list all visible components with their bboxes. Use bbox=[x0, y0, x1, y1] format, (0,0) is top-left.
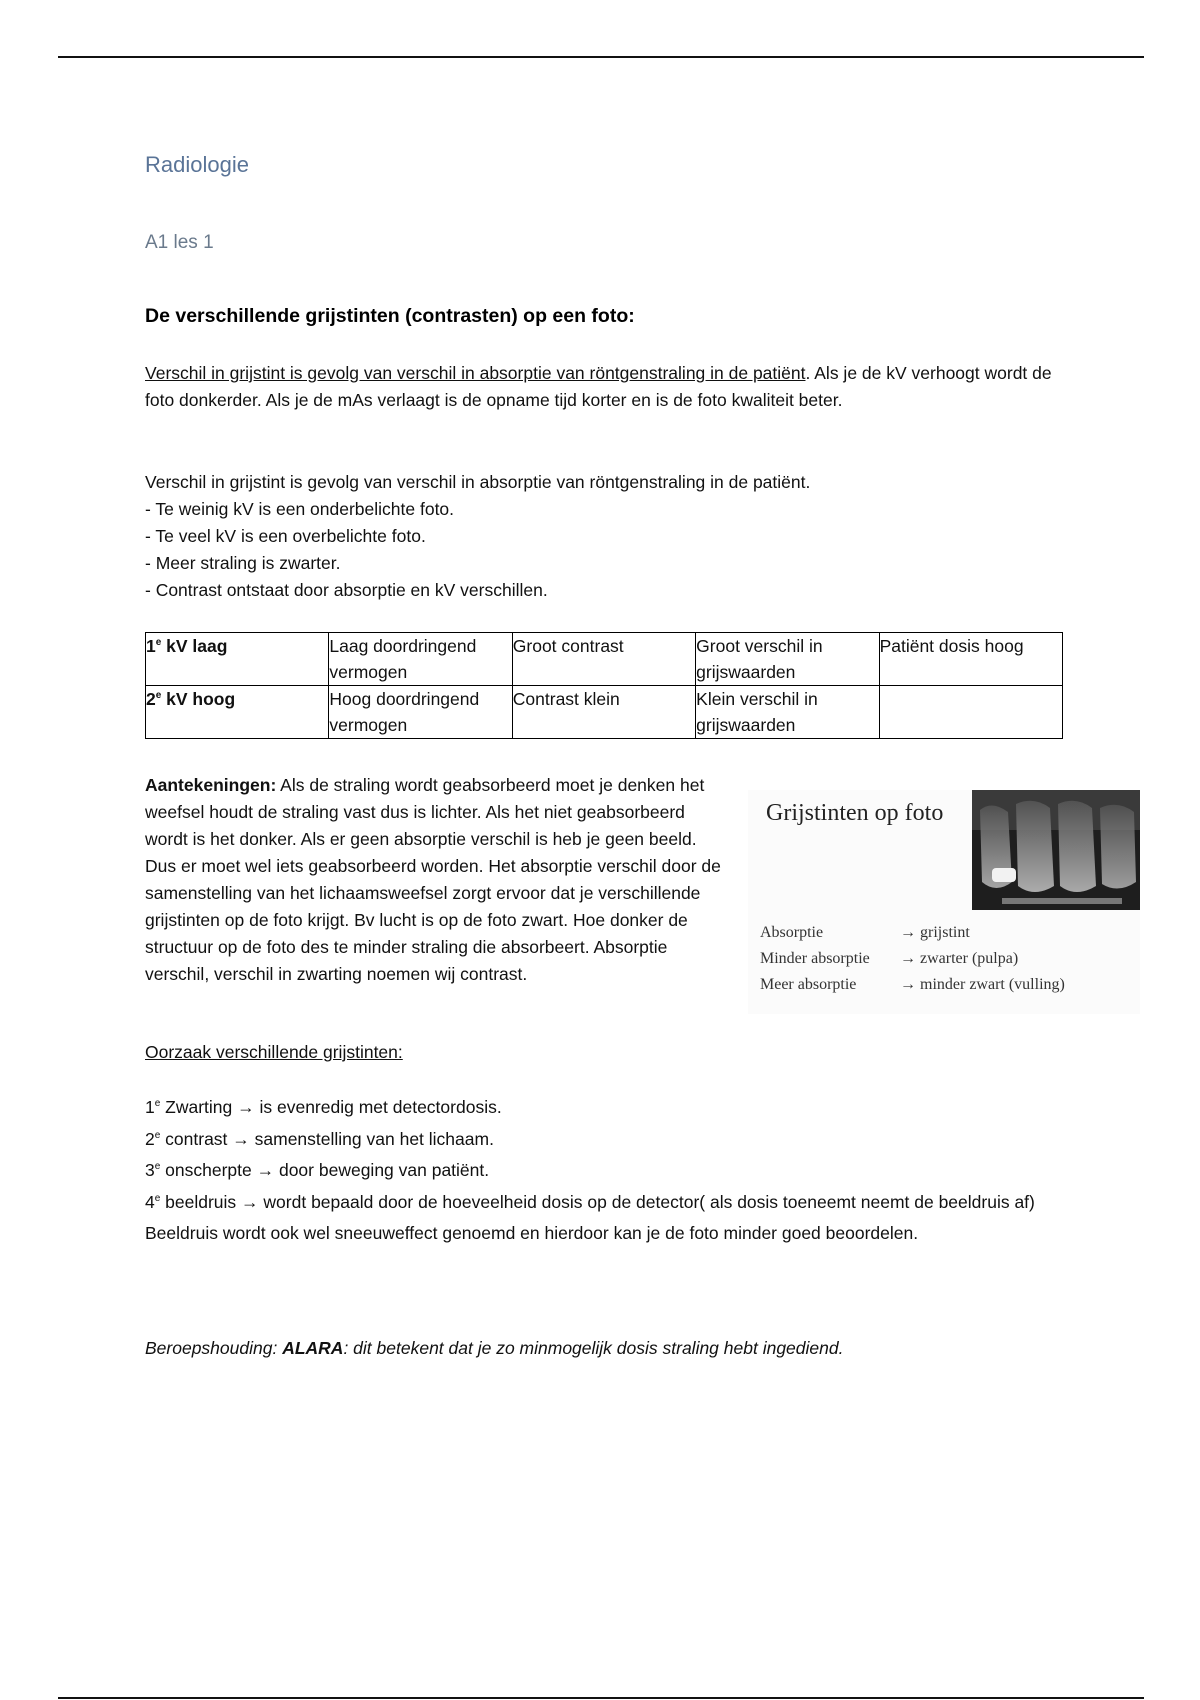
header-rule bbox=[58, 56, 1144, 58]
table-cell-label: 2e kV hoog bbox=[146, 686, 329, 739]
table-cell: Contrast klein bbox=[512, 686, 695, 739]
document-subtitle: A1 les 1 bbox=[145, 232, 214, 253]
professional-attitude: Beroepshouding: ALARA: dit betekent dat je zo minmogelijk dosis straling hebt ingediend. bbox=[145, 1338, 844, 1358]
table-row bbox=[146, 633, 1063, 686]
figure-legend bbox=[760, 924, 1065, 1002]
causes-heading: Oorzaak verschillende grijstinten: bbox=[145, 1042, 403, 1062]
table-cell bbox=[879, 686, 1062, 739]
arrow-icon: → bbox=[241, 1191, 259, 1212]
paragraph-2-line: - Meer straling is zwarter. bbox=[145, 553, 341, 573]
paragraph-2 bbox=[145, 469, 1075, 604]
list-item: 4e beeldruis → wordt bepaald door de hoeveelheid dosis op de detector( als dosis toeneemt neemt de beeldruis af) Beeldruis wordt ook wel sneeuweffect genoemd en hierdoor kan je de foto minder goed beoordelen. bbox=[145, 1191, 1035, 1243]
figure-title: Grijstinten op foto bbox=[766, 800, 944, 826]
table-cell: Groot verschil in grijswaarden bbox=[696, 633, 879, 686]
arrow-icon: → bbox=[256, 1160, 275, 1180]
list-item: 2e contrast → samenstelling van het lichaam. bbox=[145, 1128, 494, 1149]
paragraph-2-line: - Contrast ontstaat door absorptie en kV verschillen. bbox=[145, 580, 548, 600]
table-cell: Klein verschil in grijswaarden bbox=[696, 686, 879, 739]
causes-list bbox=[145, 1092, 1065, 1250]
list-item: 1e Zwarting → is evenredig met detectordosis. bbox=[145, 1097, 502, 1117]
table-cell: Hoog doordringend vermogen bbox=[329, 686, 512, 739]
figure-row: Meer absorptie → minder zwart (vulling) bbox=[760, 976, 1065, 993]
figure-row: Minder absorptie → zwarter (pulpa) bbox=[760, 950, 1019, 967]
table-cell: Laag doordringend vermogen bbox=[329, 633, 512, 686]
kv-table bbox=[145, 632, 1063, 739]
document-title: Radiologie bbox=[145, 152, 249, 177]
section-heading: De verschillende grijstinten (contrasten) op een foto: bbox=[145, 305, 635, 327]
paragraph-1-rest: . Als je de kV verhoogt wordt de foto donkerder. Als je de mAs verlaagt is de opname tijd korter en is de foto kwaliteit beter. bbox=[145, 363, 1052, 410]
table-cell: Groot contrast bbox=[512, 633, 695, 686]
grayscale-figure bbox=[748, 790, 1140, 1014]
notes-paragraph bbox=[145, 772, 730, 988]
arrow-icon: → bbox=[237, 1097, 255, 1117]
table-cell: Patiënt dosis hoog bbox=[879, 633, 1062, 686]
table-cell-label: 1e kV laag bbox=[146, 633, 329, 686]
paragraph-2-line: - Te weinig kV is een onderbelichte foto. bbox=[145, 499, 455, 519]
paragraph-2-line: Verschil in grijstint is gevolg van verschil in absorptie van röntgenstraling in de patiënt. bbox=[145, 472, 811, 492]
notes-label: Aantekeningen: bbox=[145, 775, 277, 795]
paragraph-1 bbox=[145, 360, 1075, 414]
notes-text: Als de straling wordt geabsorbeerd moet je denken het weefsel houdt de straling vast dus is lichter. Als het niet geabsorbeerd wordt is het donker. Als er geen absorptie verschil is heb je geen beeld. Dus er moet wel iets geabsorbeerd worden. Het absorptie verschil door de samenstelling van het lichaamsweefsel zorgt ervoor dat je verschillende grijstinten op de foto krijgt. Bv lucht is op de foto zwart. Hoe donker de structuur op de foto des te minder straling die absorbeert. Absorptie verschil, verschil in zwarting noemen wij contrast. bbox=[145, 775, 721, 984]
list-item: 3e onscherpte → door beweging van patiënt. bbox=[145, 1160, 490, 1180]
footer-rule bbox=[58, 1697, 1144, 1699]
arrow-icon: → bbox=[232, 1128, 250, 1149]
paragraph-1-underlined: Verschil in grijstint is gevolg van verschil in absorptie van röntgenstraling in de patiënt bbox=[145, 363, 806, 383]
paragraph-2-line: - Te veel kV is een overbelichte foto. bbox=[145, 526, 426, 546]
dental-xray-image bbox=[972, 790, 1140, 910]
figure-row: Absorptie → grijstint bbox=[760, 924, 970, 941]
table-row bbox=[146, 686, 1063, 739]
